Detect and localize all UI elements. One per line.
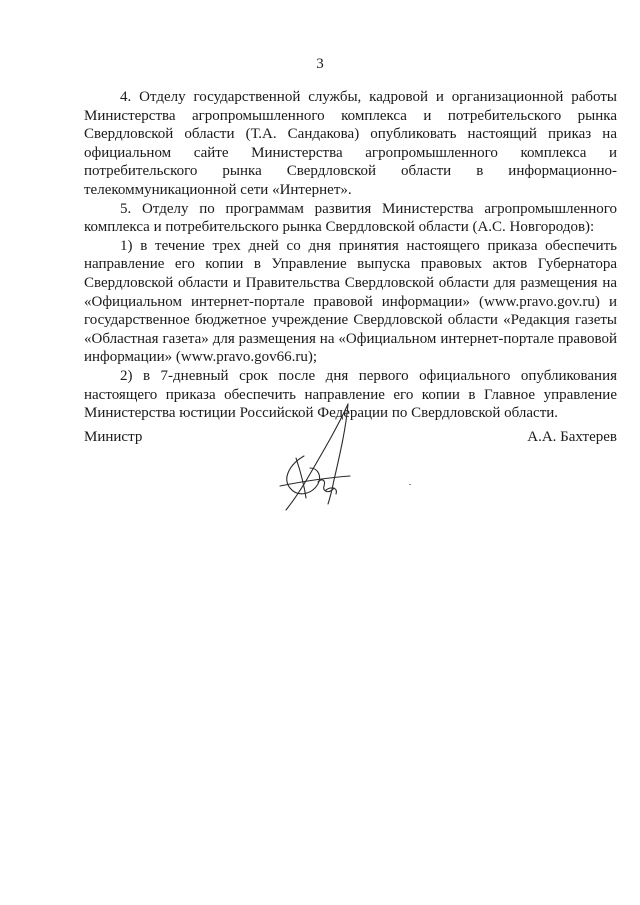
signer-position: Министр	[84, 429, 143, 445]
paragraph-5: 5. Отделу по программам развития Министерства агропромышленного комплекса и потребительского рынка Свердловской области (А.С. Новгородов):	[84, 200, 617, 236]
signer-name: А.А. Бахтерев	[527, 429, 617, 445]
paragraph-4: 4. Отделу государственной службы, кадровой и организационной работы Министерства агропромышленного комплекса и потребительского рынка Свердловской области (Т.А. Сандакова) опубликовать настоящий приказ на официальном сайте Министерства агропромышленного комплекса и потребительского рынка Свердловской области в информационно-телекоммуникационной сети «Интернет».	[84, 89, 617, 198]
subparagraph-1: 1) в течение трех дней со дня принятия настоящего приказа обеспечить направление его копии в Управление выпуска правовых актов Губернатора Свердловской области и Правительства Свердловской области для размещения на «Официальном интернет-портале правовой информации» (www.pravo.gov.ru) и государственное бюджетное учреждение Свердловской области «Редакция газеты «Областная газета» для размещения на «Официальном интернет-портале правовой информации» (www.pravo.gov66.ru);	[84, 237, 617, 366]
handwritten-signature	[260, 398, 390, 518]
subparagraph-2: 2) в 7-дневный срок после дня первого официального опубликования настоящего приказа обеспечить направление его копии в Главное управление Министерства юстиции Российской Федерации по Свердловской области.	[84, 367, 617, 422]
page-number: 3	[316, 56, 324, 72]
scan-speck	[409, 484, 411, 485]
document-body	[84, 88, 617, 423]
